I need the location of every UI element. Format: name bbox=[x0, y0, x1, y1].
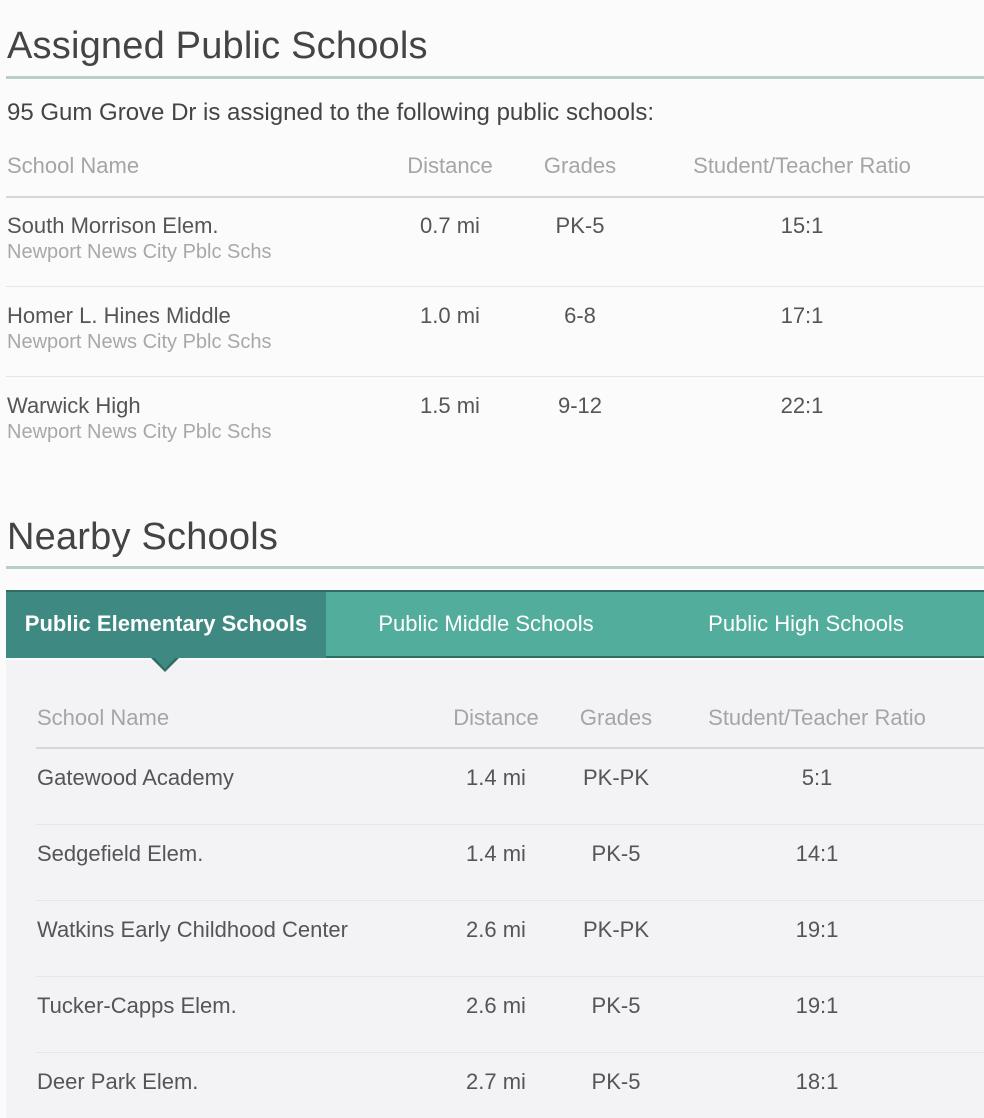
tab-public-high[interactable]: Public High Schools bbox=[708, 611, 904, 636]
tab-public-middle[interactable]: Public Middle Schools bbox=[378, 611, 594, 636]
school-district: Newport News City Pblc Schs bbox=[7, 241, 272, 263]
school-distance: 1.5 mi bbox=[420, 393, 480, 418]
school-grades: 9-12 bbox=[557, 393, 603, 418]
nearby-header-school-name: School Name bbox=[37, 705, 170, 730]
school-grades: PK-PK bbox=[582, 917, 650, 942]
row-divider bbox=[36, 824, 984, 825]
assigned-header-school-name: School Name bbox=[7, 153, 140, 178]
school-grades: PK-5 bbox=[591, 841, 641, 866]
school-distance: 2.6 mi bbox=[466, 917, 526, 942]
school-grades: PK-5 bbox=[555, 213, 605, 238]
school-name-link[interactable]: Watkins Early Childhood Center bbox=[37, 917, 348, 942]
school-distance: 1.4 mi bbox=[466, 841, 526, 866]
assigned-header-distance: Distance bbox=[407, 153, 493, 178]
school-distance: 1.0 mi bbox=[420, 303, 480, 328]
row-divider bbox=[36, 976, 984, 977]
school-distance: 2.7 mi bbox=[466, 1069, 526, 1094]
assigned-header-ratio: Student/Teacher Ratio bbox=[693, 153, 911, 178]
school-name-link[interactable]: Warwick High bbox=[7, 393, 141, 418]
assigned-header-grades: Grades bbox=[543, 153, 617, 178]
school-name-link[interactable]: South Morrison Elem. bbox=[7, 213, 219, 238]
school-distance: 1.4 mi bbox=[466, 765, 526, 790]
row-divider bbox=[36, 1052, 984, 1053]
nearby-header-distance: Distance bbox=[453, 705, 539, 730]
school-district: Newport News City Pblc Schs bbox=[7, 331, 272, 353]
school-ratio: 18:1 bbox=[795, 1069, 839, 1094]
school-name-link[interactable]: Tucker-Capps Elem. bbox=[37, 993, 237, 1018]
school-ratio: 19:1 bbox=[795, 917, 839, 942]
school-ratio: 15:1 bbox=[780, 213, 824, 238]
school-ratio: 19:1 bbox=[795, 993, 839, 1018]
nearby-header-ratio: Student/Teacher Ratio bbox=[708, 705, 926, 730]
school-grades: PK-5 bbox=[591, 993, 641, 1018]
school-ratio: 22:1 bbox=[780, 393, 824, 418]
school-ratio: 14:1 bbox=[795, 841, 839, 866]
school-grades: 6-8 bbox=[564, 303, 596, 328]
assigned-header-divider bbox=[6, 196, 984, 198]
school-type-tabs bbox=[6, 590, 984, 658]
school-district: Newport News City Pblc Schs bbox=[7, 421, 272, 443]
active-tab-pointer-fill bbox=[153, 656, 177, 669]
school-grades: PK-5 bbox=[591, 1069, 641, 1094]
school-grades: PK-PK bbox=[582, 765, 650, 790]
row-divider bbox=[6, 286, 984, 287]
tab-public-elementary[interactable]: Public Elementary Schools bbox=[6, 592, 326, 658]
school-name-link[interactable]: Homer L. Hines Middle bbox=[7, 303, 231, 328]
assigned-intro-text: 95 Gum Grove Dr is assigned to the following public schools: bbox=[7, 99, 654, 126]
assigned-schools-title: Assigned Public Schools bbox=[7, 25, 428, 67]
school-name-link[interactable]: Sedgefield Elem. bbox=[37, 841, 204, 866]
assigned-title-divider bbox=[6, 76, 984, 79]
row-divider bbox=[6, 376, 984, 377]
nearby-schools-title: Nearby Schools bbox=[7, 516, 279, 558]
school-name-link[interactable]: Deer Park Elem. bbox=[37, 1069, 199, 1094]
school-ratio: 17:1 bbox=[780, 303, 824, 328]
school-ratio: 5:1 bbox=[801, 765, 833, 790]
row-divider bbox=[36, 900, 984, 901]
nearby-title-divider bbox=[6, 566, 984, 569]
nearby-header-divider bbox=[36, 747, 984, 749]
nearby-header-grades: Grades bbox=[579, 705, 653, 730]
school-name-link[interactable]: Gatewood Academy bbox=[37, 765, 234, 790]
school-distance: 0.7 mi bbox=[420, 213, 480, 238]
school-distance: 2.6 mi bbox=[466, 993, 526, 1018]
